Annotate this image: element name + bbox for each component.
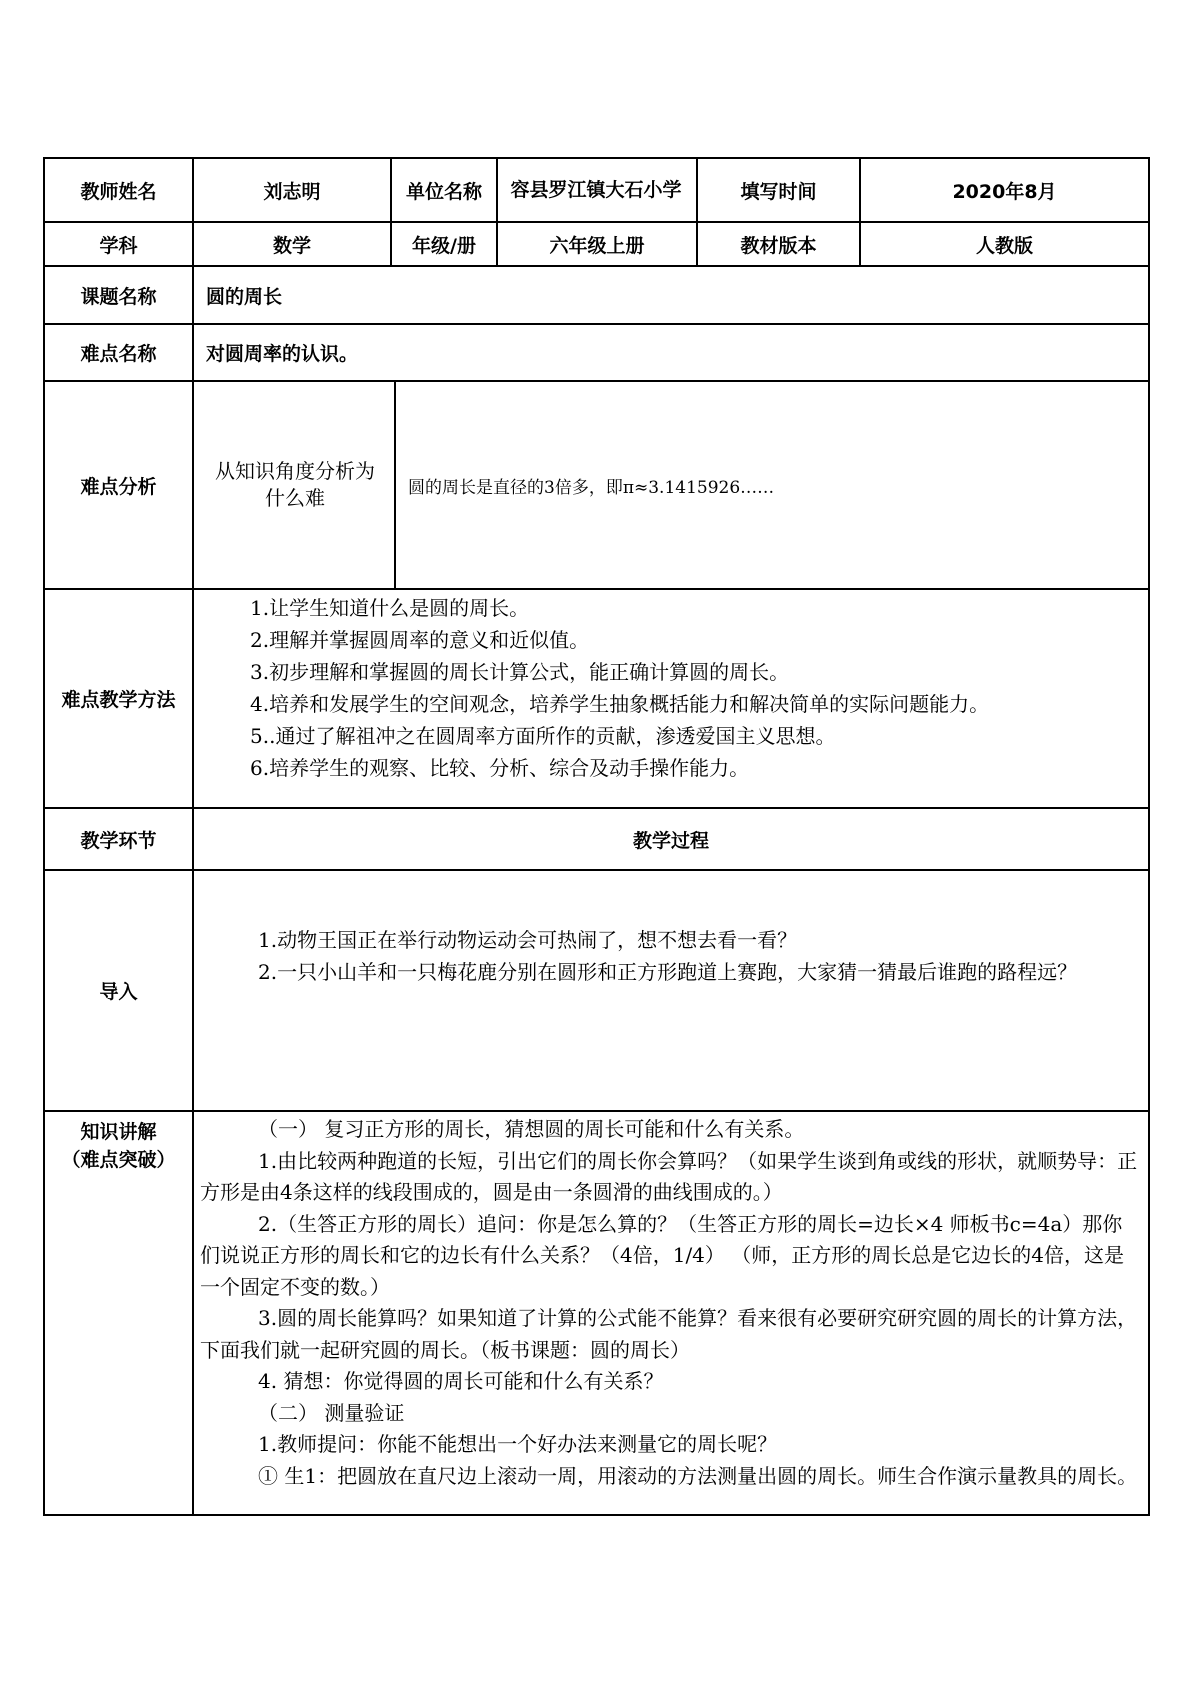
teaching-stage-label: 教学环节: [80, 829, 157, 852]
method-item: 4.培养和发展学生的空间观念，培养学生抽象概括能力和解决简单的实际问题能力。: [250, 692, 990, 716]
edition-value: 人教版: [975, 234, 1033, 257]
intro-label: 导入: [99, 981, 138, 1003]
unit-name-label: 单位名称: [405, 180, 482, 203]
method-item: 2.理解并掌握圆周率的意义和近似值。: [250, 628, 590, 652]
table-border-bottom: [43, 1514, 1150, 1516]
intro-item: 1.动物王国正在举行动物运动会可热闹了，想不想去看一看？: [258, 928, 798, 952]
intro-item: 2.一只小山羊和一只梅花鹿分别在圆形和正方形跑道上赛跑，大家猜一猜最后谁跑的路程远？: [258, 960, 1078, 984]
difficulty-label: 难点名称: [80, 343, 157, 365]
difficulty-value: 对圆周率的认识。: [206, 343, 359, 365]
topic-value: 圆的周长: [206, 285, 283, 308]
method-item: 6.培养学生的观察、比较、分析、综合及动手操作能力。: [250, 756, 750, 780]
teaching-process-label: 教学过程: [632, 829, 709, 852]
knowledge-item: 4. 猜想：你觉得圆的周长可能和什么有关系？: [258, 1369, 664, 1393]
analysis-label: 难点分析: [80, 475, 157, 498]
edition-label: 教材版本: [740, 234, 817, 257]
subject-label: 学科: [99, 234, 138, 257]
intro-content: [200, 924, 1140, 988]
fill-time-label: 填写时间: [740, 180, 817, 203]
topic-label: 课题名称: [80, 285, 157, 308]
knowledge-label-line2: （难点突破）: [61, 1149, 176, 1171]
method-item: 1.让学生知道什么是圆的周长。: [250, 596, 530, 620]
method-item: 3.初步理解和掌握圆的周长计算公式，能正确计算圆的周长。: [250, 660, 790, 684]
knowledge-item: 3.圆的周长能算吗？如果知道了计算的公式能不能算？看来很有必要研究研究圆的周长的计算方法，下面我们就一起研究圆的周长。（板书课题：圆的周长）: [200, 1306, 1138, 1362]
fill-time-value: 2020年8月: [952, 180, 1057, 203]
knowledge-item: （二） 测量验证: [258, 1400, 405, 1425]
knowledge-item: 1.教师提问：你能不能想出一个好办法来测量它的周长呢？: [258, 1432, 778, 1456]
unit-name-value: 容县罗江镇大石小学: [510, 179, 682, 201]
grade-label: 年级/册: [412, 234, 476, 257]
knowledge-item: ① 生1：把圆放在直尺边上滚动一周，用滚动的方法测量出圆的周长。师生合作演示量教具的周长。: [258, 1463, 1138, 1488]
knowledge-label: [45, 1112, 192, 1182]
row-divider: [43, 869, 1150, 871]
grade-value: 六年级上册: [549, 234, 645, 257]
method-list: [250, 592, 1140, 784]
row-divider: [43, 1110, 1150, 1112]
subject-value: 数学: [272, 234, 311, 257]
column-divider: [394, 380, 396, 590]
knowledge-item: 2.（生答正方形的周长）追问：你是怎么算的？（生答正方形的周长=边长×4 师板书c=4a）那你们说说正方形的周长和它的边长有什么关系？（4倍，1/4） （师，正方形的周长总是它边长的4倍，这是一个固定不变的数。）: [200, 1211, 1124, 1299]
analysis-value: 圆的周长是直径的3倍多，即π≈3.1415926……: [408, 477, 775, 498]
row-divider: [43, 588, 1150, 590]
method-label: 难点教学方法: [61, 689, 176, 711]
teacher-name-label: 教师姓名: [80, 180, 157, 203]
knowledge-item: （一） 复习正方形的周长，猜想圆的周长可能和什么有关系。: [258, 1117, 805, 1141]
knowledge-item: 1.由比较两种跑道的长短，引出它们的周长你会算吗？（如果学生谈到角或线的形状，就顺势导：正方形是由4条这样的线段围成的，圆是由一条圆滑的曲线围成的。）: [200, 1148, 1138, 1204]
analysis-sub-label: 从知识角度分析为什么难: [215, 459, 375, 510]
knowledge-content: [200, 1114, 1140, 1492]
teacher-name-value: 刘志明: [263, 180, 321, 203]
method-item: 5..通过了解祖冲之在圆周率方面所作的贡献，渗透爱国主义思想。: [250, 724, 836, 748]
knowledge-label-line1: 知识讲解: [80, 1121, 157, 1143]
table-border-right: [1148, 157, 1150, 1516]
